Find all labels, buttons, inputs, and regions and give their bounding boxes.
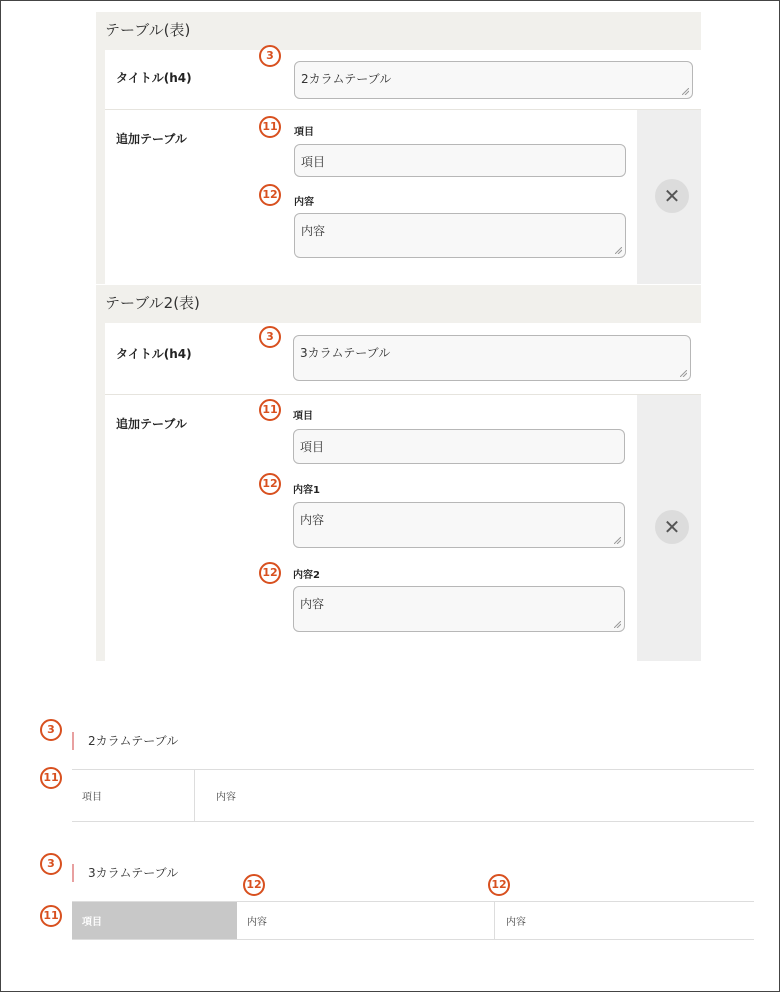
block-body (105, 323, 701, 661)
added-table-row (105, 395, 701, 661)
title-input-value: 3カラムテーブル (300, 346, 391, 360)
item-label: 項目 (294, 127, 314, 138)
marker-title-icon: 3 (259, 326, 281, 348)
added-table-label: 追加テーブル (116, 417, 187, 431)
marker-title-icon: 3 (40, 853, 62, 875)
preview-table1-content-cell: 内容 (216, 792, 236, 803)
block-heading: テーブル(表) (105, 21, 191, 39)
content-textarea[interactable] (294, 213, 626, 258)
block-body (105, 50, 701, 284)
table-block-2 (96, 285, 701, 661)
content-1-label: 内容1 (293, 485, 320, 496)
block-heading: テーブル2(表) (105, 294, 200, 312)
title-input-value: 2カラムテーブル (301, 72, 392, 86)
title-row (105, 323, 701, 395)
table-block-1 (96, 12, 701, 284)
marker-title-icon: 3 (40, 719, 62, 741)
marker-item-icon: 11 (259, 399, 281, 421)
preview-table2-item-cell: 項目 (72, 902, 237, 939)
marker-item-icon: 11 (40, 905, 62, 927)
item-input-value: 項目 (301, 155, 326, 169)
marker-content-icon: 12 (243, 874, 265, 896)
marker-content-icon: 12 (488, 874, 510, 896)
marker-item-icon: 11 (40, 767, 62, 789)
added-table-row (105, 110, 701, 284)
content-1-textarea-value: 内容 (300, 513, 325, 527)
item-input[interactable] (293, 429, 625, 464)
remove-row-button[interactable]: ✕ (655, 510, 689, 544)
added-table-label: 追加テーブル (116, 132, 187, 146)
content-2-textarea-value: 内容 (300, 597, 325, 611)
content-2-textarea[interactable] (293, 586, 625, 632)
marker-content-icon: 12 (259, 562, 281, 584)
marker-item-icon: 11 (259, 116, 281, 138)
resize-grip-icon[interactable] (614, 621, 621, 628)
remove-row-button[interactable]: ✕ (655, 179, 689, 213)
preview-table2 (72, 901, 754, 940)
title-label: タイトル(h4) (116, 71, 192, 85)
title-input[interactable] (293, 335, 691, 381)
resize-grip-icon[interactable] (614, 537, 621, 544)
item-input-value: 項目 (300, 440, 325, 454)
preview-table1-item-cell: 項目 (72, 770, 195, 821)
content-2-label: 内容2 (293, 570, 320, 581)
item-label: 項目 (293, 411, 313, 422)
item-input[interactable] (294, 144, 626, 177)
preview-table2-content-cell-1: 内容 (237, 902, 495, 939)
marker-title-icon: 3 (259, 45, 281, 67)
title-input[interactable] (294, 61, 693, 99)
content-1-textarea[interactable] (293, 502, 625, 548)
preview-table1 (72, 769, 754, 822)
resize-grip-icon[interactable] (680, 370, 687, 377)
preview-table1-title: 2カラムテーブル (72, 732, 178, 750)
resize-grip-icon[interactable] (682, 88, 689, 95)
preview-table2-title: 3カラムテーブル (72, 864, 178, 882)
resize-grip-icon[interactable] (615, 247, 622, 254)
remove-panel (637, 110, 701, 284)
preview-table2-content-cell-2: 内容 (506, 917, 526, 928)
title-row (105, 50, 701, 110)
content-textarea-value: 内容 (301, 224, 326, 238)
content-label: 内容 (294, 197, 314, 208)
title-label: タイトル(h4) (116, 347, 192, 361)
marker-content-icon: 12 (259, 184, 281, 206)
marker-content-icon: 12 (259, 473, 281, 495)
remove-panel (637, 395, 701, 661)
